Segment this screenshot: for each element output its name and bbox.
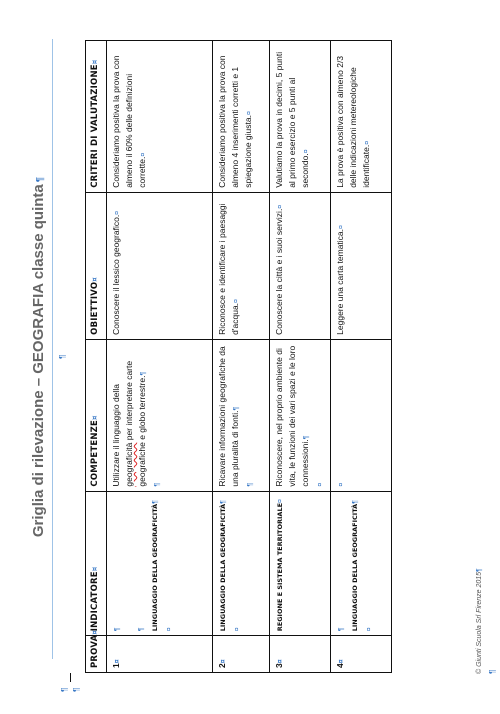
cell-criteri: La prova è positiva con almeno 2/3 delle indicazioni metereologiche identificate.¤ — [331, 41, 392, 193]
cell-obiettivo: Conoscere la città e i suoi servizi.¤ — [270, 192, 331, 339]
cell-criteri: Valutiamo la prova in decimi, 5 punti al primo esercizio e 5 punti al secondo.¤ — [270, 41, 331, 193]
paragraph-mark: ¶ — [60, 687, 69, 692]
cell-indicatore: ¶ LINGUAGGIO DELLA GEOGRAFICITÀ¶ ¤ — [331, 491, 392, 636]
header-prova: PROVA¤ — [86, 636, 107, 673]
cell-indicatore: ¶ ¶ LINGUAGGIO DELLA GEOGRAFICITÀ¶ ¤ — [107, 491, 213, 636]
page-footer: © Giunti Scuola Srl Firenze 2015¶ — [476, 568, 483, 674]
paragraph-mark: ¶ — [488, 669, 497, 674]
table-row — [270, 41, 331, 673]
table-row — [213, 41, 270, 673]
page-title — [30, 0, 47, 714]
cell-competenze: Riconoscere, nel proprio ambiente di vita, le funzioni dei vari spazi e le loro connessioni.¶ ¤ — [270, 339, 331, 491]
page-title-text: Griglia di rilevazione – GEOGRAFIA classe quinta — [30, 184, 47, 538]
cell-criteri: Consideriamo positiva la prova con almeno 4 inserimenti corretti e 1 spiegazione giusta.¤ — [213, 41, 270, 193]
table-row — [331, 41, 392, 673]
cell-prova: 1¤ — [107, 636, 213, 673]
spelling-error-underline: geograficità — [124, 442, 135, 487]
cell-obiettivo: Riconosce e identificare i paesaggi d'acqua.¤ — [213, 192, 270, 339]
header-competenze: COMPETENZE¤ — [86, 339, 107, 491]
cell-competenze: Ricavare informazioni geografiche da una pluralità di fonti.¶ ¶ — [213, 339, 270, 491]
evaluation-table — [85, 40, 392, 673]
paragraph-mark: ¶ — [72, 687, 81, 692]
cell-prova: 3¤ — [270, 636, 331, 673]
cell-obiettivo: Leggere una carta tematica.¤ — [331, 192, 392, 339]
table-header-row — [86, 41, 107, 673]
copyright-text: © Giunti Scuola Srl Firenze 2015 — [476, 571, 483, 674]
table-row — [107, 41, 213, 673]
header-criteri: CRITERI DI VALUTAZIONE¤ — [86, 41, 107, 193]
cell-prova: 2¤ — [213, 636, 270, 673]
header-indicatore: INDICATORE¤ — [86, 491, 107, 636]
paragraph-mark: ¶ — [58, 354, 67, 359]
cell-indicatore: REGIONE E SISTEMA TERRITORIALE¤ — [270, 491, 331, 636]
cell-criteri: Consideriamo positiva la prova con almeno il 60% delle definizioni corrette.¤ — [107, 41, 213, 193]
cell-obiettivo: Conoscere il lessico geografico.¤ — [107, 192, 213, 339]
paragraph-mark: ¶ — [35, 176, 46, 183]
header-obiettivo: OBIETTIVO¤ — [86, 192, 107, 339]
cell-prova: 4¤ — [331, 636, 392, 673]
cell-competenze: ¤ — [331, 339, 392, 491]
cell-indicatore: LINGUAGGIO DELLA GEOGRAFICITÀ¶ ¤ — [213, 491, 270, 636]
cell-competenze: Utilizzare il linguaggio della geograficità per interpretare carte geografiche e globo terrestre.¶ ¶ — [107, 339, 213, 491]
title-underline — [52, 39, 53, 659]
text-cursor — [70, 673, 71, 682]
